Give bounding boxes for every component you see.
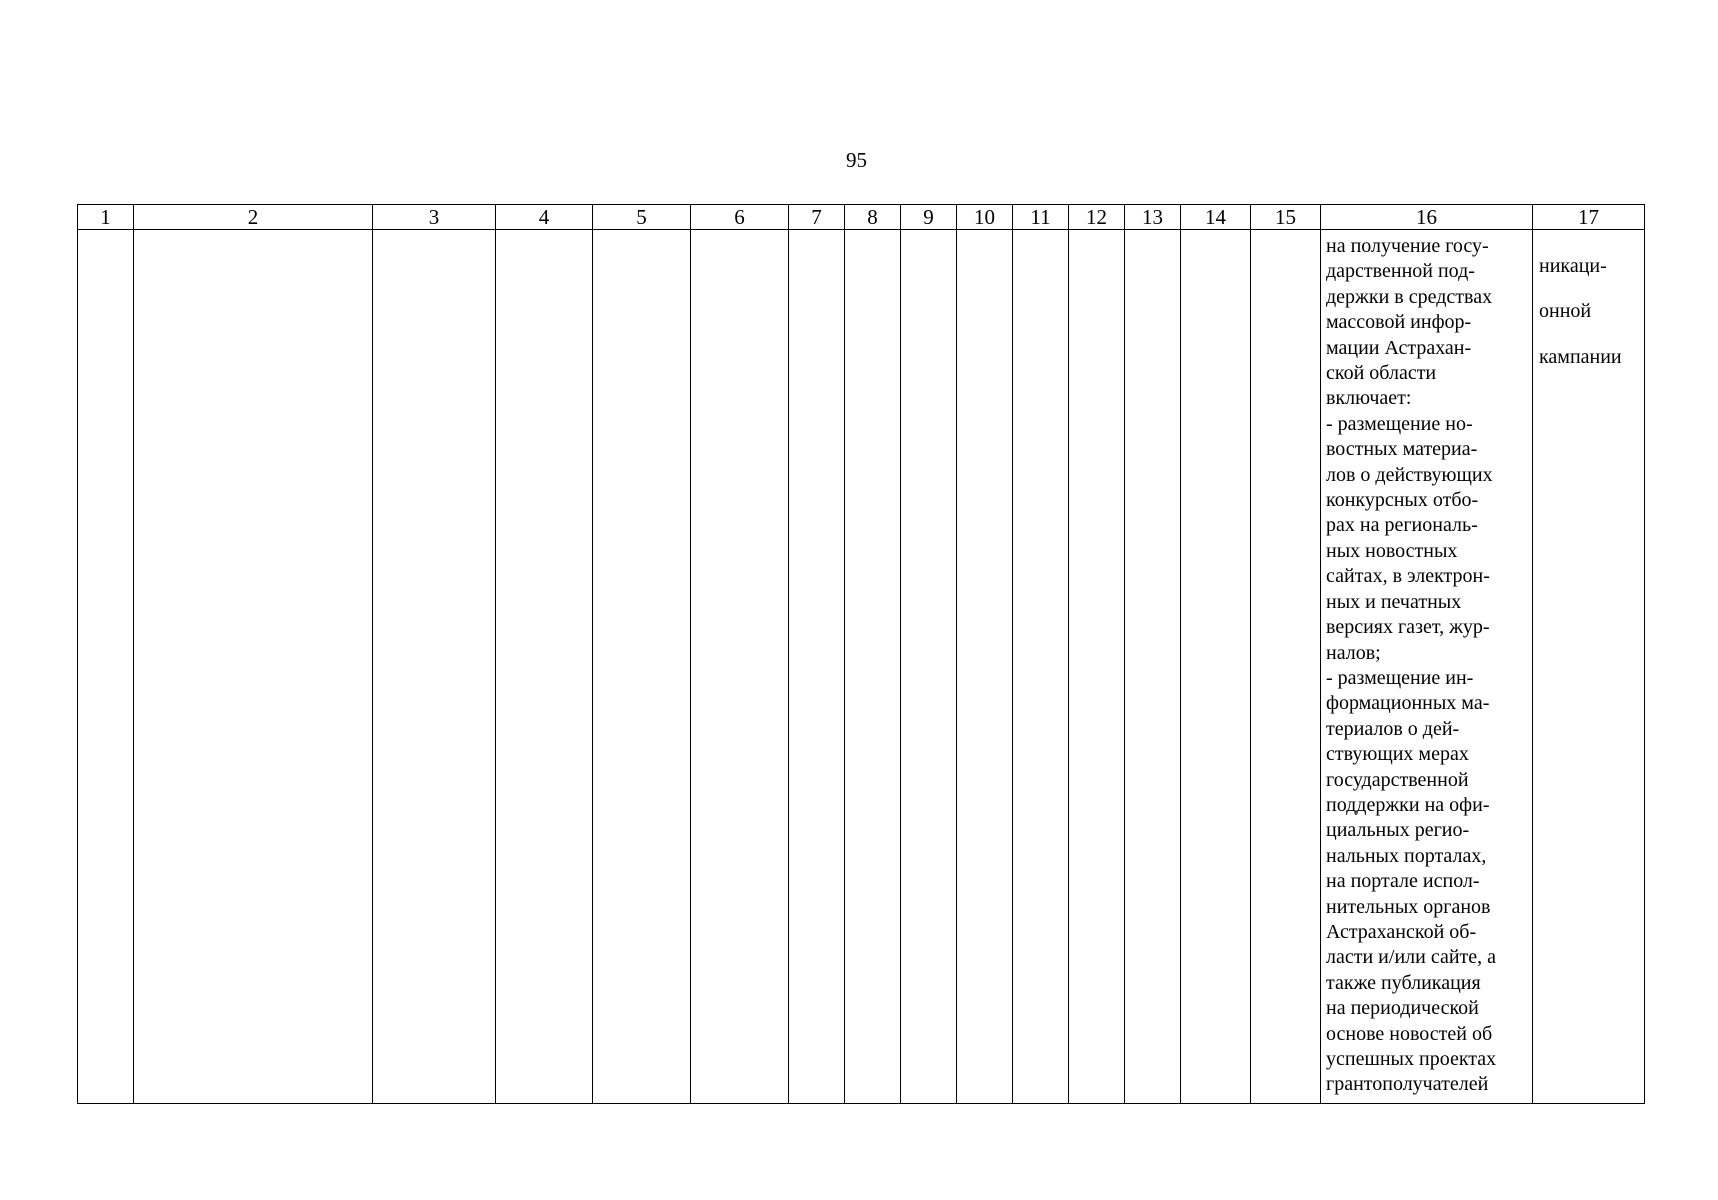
- text-line: основе новостей об: [1326, 1022, 1493, 1045]
- text-line: никаци-: [1539, 255, 1607, 277]
- text-line: версиях газет, жур-: [1326, 616, 1490, 639]
- column-header-15: 15: [1251, 205, 1321, 230]
- table-cell-col-11: [1013, 230, 1069, 1104]
- text-line: лов о действующих: [1326, 463, 1493, 486]
- text-line: нительных органов: [1326, 895, 1491, 918]
- text-line: нальных порталах,: [1326, 844, 1487, 867]
- text-line: ных новостных: [1326, 539, 1458, 562]
- text-line: массовой инфор-: [1326, 311, 1472, 334]
- text-line: онной: [1539, 300, 1592, 323]
- table-cell-col-1: [78, 230, 134, 1104]
- text-line: конкурсных отбо-: [1326, 489, 1479, 512]
- table-cell-col-9: [901, 230, 957, 1104]
- column-header-5: 5: [593, 205, 691, 230]
- table-cell-col-8: [845, 230, 901, 1104]
- text-line: на получение госу-: [1326, 235, 1489, 257]
- column-header-12: 12: [1069, 205, 1125, 230]
- column-header-2: 2: [134, 205, 373, 230]
- text-line: ласти и/или сайте, а: [1326, 946, 1497, 969]
- col-16-text-block: [1326, 234, 1526, 1098]
- text-line: ных и печатных: [1326, 590, 1462, 613]
- text-line: включает:: [1326, 387, 1412, 410]
- text-line: ствующих мерах: [1326, 743, 1469, 766]
- table-cell-col-16: [1321, 230, 1533, 1104]
- page-number: 95: [846, 148, 867, 172]
- text-line: сайтах, в электрон-: [1326, 565, 1490, 588]
- column-header-4: 4: [496, 205, 593, 230]
- column-header-11: 11: [1013, 205, 1069, 230]
- table-cell-col-13: [1125, 230, 1181, 1104]
- header-row: [78, 205, 1645, 230]
- column-header-10: 10: [957, 205, 1013, 230]
- text-line: успешных проектах: [1326, 1048, 1497, 1070]
- table-cell-col-7: [789, 230, 845, 1104]
- text-line: поддержки на офи-: [1326, 793, 1490, 816]
- column-header-7: 7: [789, 205, 845, 230]
- column-header-17: 17: [1533, 205, 1645, 230]
- text-line: рах на региональ-: [1326, 514, 1478, 537]
- table-cell-col-17: [1533, 230, 1645, 1104]
- table-cell-col-5: [593, 230, 691, 1104]
- text-line: формационных ма-: [1326, 692, 1490, 715]
- text-line: также публикация: [1326, 971, 1481, 994]
- table-cell-col-2: [134, 230, 373, 1104]
- column-header-8: 8: [845, 205, 901, 230]
- text-line: востных материа-: [1326, 438, 1478, 461]
- column-header-9: 9: [901, 205, 957, 230]
- text-line: налов;: [1326, 641, 1381, 664]
- column-header-13: 13: [1125, 205, 1181, 230]
- table-cell-col-6: [691, 230, 789, 1104]
- table-cell-col-15: [1251, 230, 1321, 1104]
- text-line: на портале испол-: [1326, 870, 1480, 893]
- text-line: мации Астрахан-: [1326, 336, 1472, 359]
- text-line: Астраханской об-: [1326, 920, 1477, 943]
- data-table: [77, 204, 1645, 1104]
- table-cell-col-14: [1181, 230, 1251, 1104]
- text-line: - размещение ин-: [1326, 666, 1474, 689]
- text-line: грантополучателей: [1326, 1073, 1489, 1096]
- text-line: дарственной под-: [1326, 260, 1475, 283]
- text-line: держки в средствах: [1326, 285, 1493, 308]
- column-header-3: 3: [373, 205, 496, 230]
- table-cell-col-3: [373, 230, 496, 1104]
- table-cell-col-4: [496, 230, 593, 1104]
- text-line: циальных регио-: [1326, 819, 1470, 842]
- column-header-6: 6: [691, 205, 789, 230]
- table-cell-col-10: [957, 230, 1013, 1104]
- text-line: кампании: [1539, 345, 1622, 368]
- text-line: ской области: [1326, 362, 1437, 385]
- column-header-14: 14: [1181, 205, 1251, 230]
- table-cell-col-12: [1069, 230, 1125, 1104]
- column-header-16: 16: [1321, 205, 1533, 230]
- text-line: - размещение но-: [1326, 412, 1473, 435]
- text-line: териалов о дей-: [1326, 717, 1460, 740]
- text-line: государственной: [1326, 768, 1469, 791]
- column-header-1: 1: [78, 205, 134, 230]
- table-row: [78, 230, 1645, 1104]
- text-line: на периодической: [1326, 997, 1479, 1020]
- col-17-text-block: [1539, 254, 1639, 370]
